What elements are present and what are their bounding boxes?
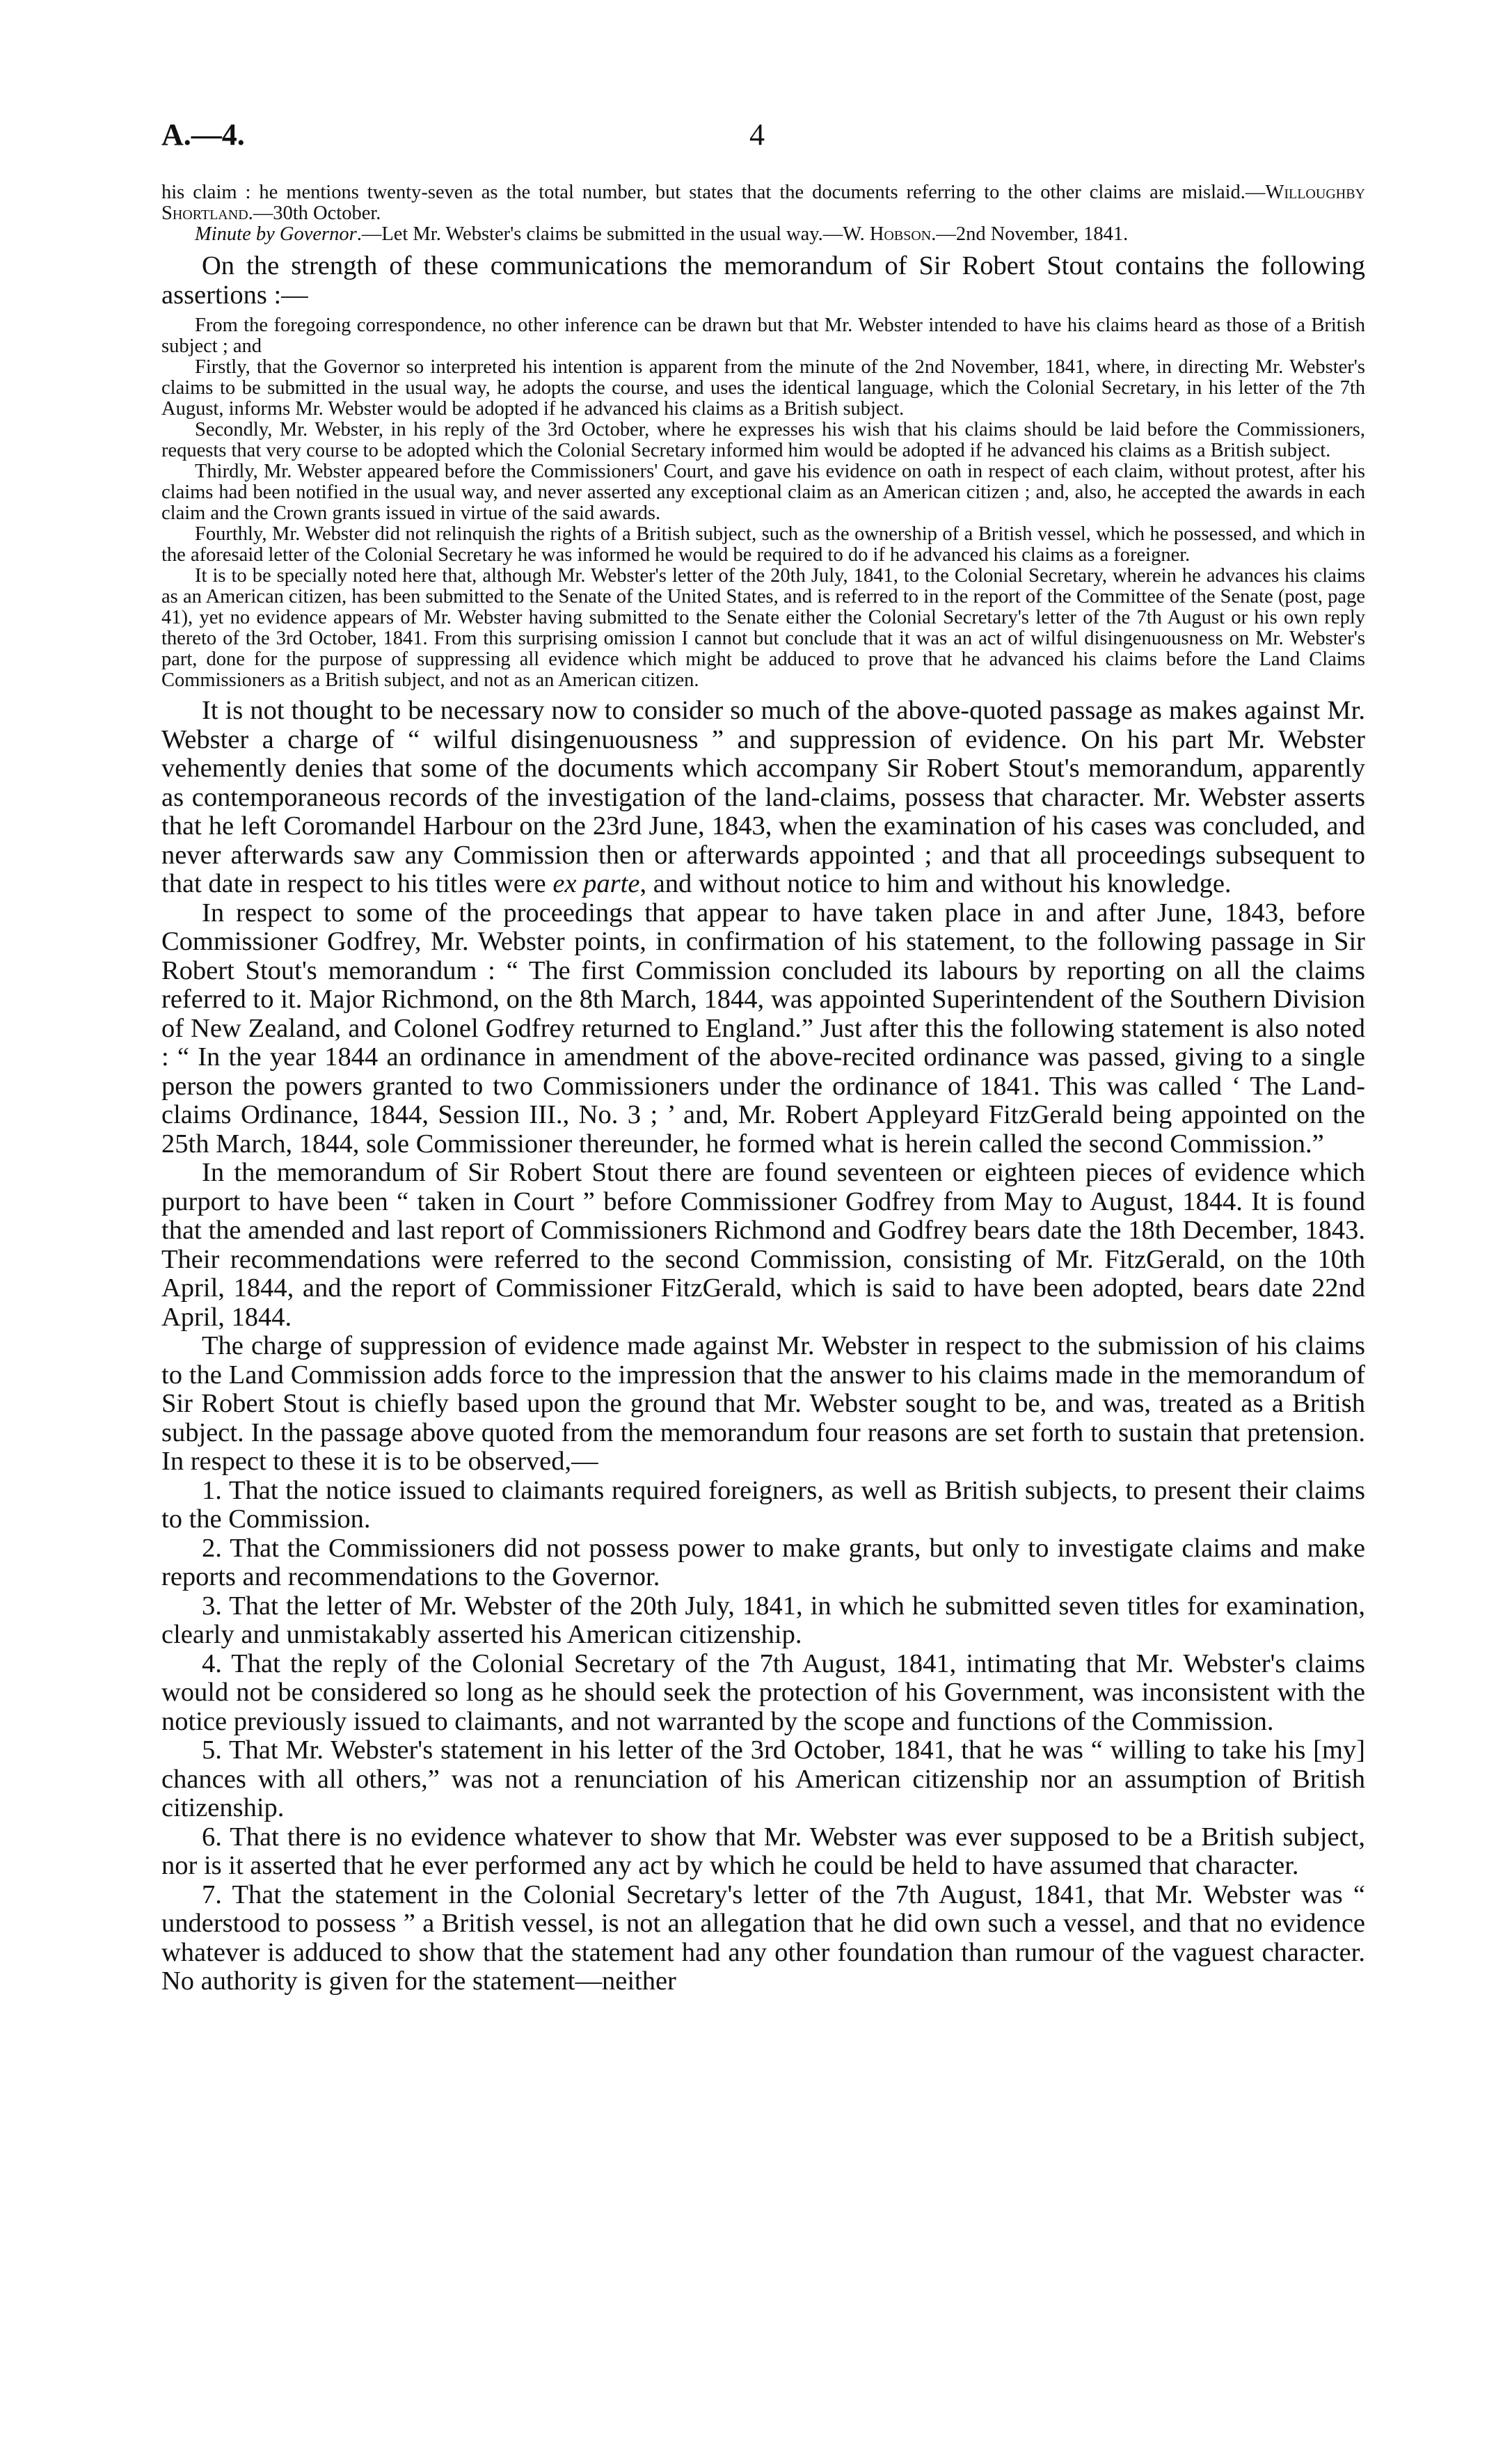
assertion-paragraph: From the foregoing correspondence, no other inference can be drawn but that Mr. Webster intended to have his claims heard as those of a British subject ; and <box>161 315 1365 357</box>
body-paragraph: The charge of suppression of evidence made against Mr. Webster in respect to the submission of his claims to the Land Commission adds force to the impression that the answer to his claims made in the memorandum of Sir Robert Stout is chiefly based upon the ground that Mr. Webster sought to be, and was, treated as a British subject. In the passage above quoted from the memorandum four reasons are set forth to sustain that pretension. In respect to these it is to be observed,— <box>161 1331 1365 1476</box>
numbered-item: 4. That the reply of the Colonial Secretary of the 7th August, 1841, intimating that Mr. Webster's claims would not be considered so long as he should seek the protection of his Government, was inconsistent with the notice previously issued to claimants, and not warranted by the scope and functions of the Commission. <box>161 1648 1365 1736</box>
document-reference: A.—4. <box>161 118 245 152</box>
quoted-assertions <box>161 315 1365 691</box>
assertion-paragraph: Thirdly, Mr. Webster appeared before the Commissioners' Court, and gave his evidence on oath in respect of each claim, without protest, after his claims had been notified in the usual way, and never asserted any exceptional claim as an American citizen ; and, also, he accepted the awards in each claim and the Crown grants issued in virtue of the said awards. <box>161 461 1365 524</box>
numbered-item: 6. That there is no evidence whatever to show that Mr. Webster was ever supposed to be a British subject, nor is it asserted that he ever performed any act by which he could be held to have assumed that character. <box>161 1822 1365 1880</box>
numbered-item: 3. That the letter of Mr. Webster of the 20th July, 1841, in which he submitted seven titles for examination, clearly and unmistakably asserted his American citizenship. <box>161 1591 1365 1649</box>
body-text-span: , and without notice to him and without his knowledge. <box>639 869 1232 898</box>
page-content <box>161 182 1365 1996</box>
intro-quote-paragraph <box>161 182 1365 224</box>
assertion-paragraph: Fourthly, Mr. Webster did not relinquish the rights of a British subject, such as the ownership of a British vessel, which he possessed, and which in the aforesaid letter of the Colonial Secretary he was informed he would be required to do if he advanced his claims as a foreigner. <box>161 523 1365 566</box>
minute-label: Minute by Governor <box>195 223 357 245</box>
minute-text: .—Let Mr. Webster's claims be submitted in the usual way.—W. <box>356 223 870 245</box>
page-header <box>161 117 1365 159</box>
signatory-name: Willoughby Shortland <box>161 182 1365 224</box>
numbered-item: 5. That Mr. Webster's statement in his letter of the 3rd October, 1841, that he was “ willing to take his [my] chances with all others,” was not a renunciation of his American citizenship nor an assumption of British citizenship. <box>161 1735 1365 1822</box>
page-number: 4 <box>749 118 765 152</box>
signatory-date: .—30th October. <box>248 202 381 224</box>
numbered-item: 2. That the Commissioners did not possess power to make grants, but only to investigate claims and make reports and recommendations to the Governor. <box>161 1533 1365 1591</box>
governor-name: Hobson <box>869 223 932 245</box>
numbered-item: 1. That the notice issued to claimants required foreigners, as well as British subjects, to present their claims to the Commission. <box>161 1475 1365 1534</box>
numbered-item: 7. That the statement in the Colonial Secretary's letter of the 7th August, 1841, that Mr. Webster was “ understood to possess ” a British vessel, is not an allegation that he did own such a vessel, and that no evidence whatever is adduced to show that the statement had any other foundation than rumour of the vaguest character. No authority is given for the statement—neither <box>161 1879 1365 1996</box>
body-text <box>161 697 1365 1996</box>
intro-quote-text: his claim : he mentions twenty-seven as the total number, but states that the documents referring to the other claims are mislaid.— <box>161 182 1266 203</box>
governor-minute <box>161 224 1365 245</box>
assertions-intro-block <box>161 252 1365 310</box>
assertion-paragraph: It is to be specially noted here that, although Mr. Webster's letter of the 20th July, 1841, to the Colonial Secretary, wherein he advances his claims as an American citizen, has been submitted to the Senate of the United States, and is referred to in the report of the Committee of the Senate (post, page 41), yet no evidence appears of Mr. Webster having submitted to the Senate either the Colonial Secretary's letter of the 7th August or his own reply thereto of the 3rd October, 1841. From this surprising omission I cannot but conclude that it was an act of wilful disingenuousness on Mr. Webster's part, done for the purpose of suppressing all evidence which might be adduced to prove that he advanced his claims before the Land Claims Commissioners as a British subject, and not as an American citizen. <box>161 565 1365 691</box>
italic-term: ex parte <box>552 869 640 898</box>
assertions-intro: On the strength of these communications the memorandum of Sir Robert Stout contains the following assertions :— <box>161 251 1365 310</box>
body-paragraph: In the memorandum of Sir Robert Stout there are found seventeen or eighteen pieces of evidence which purport to have been “ taken in Court ” before Commissioner Godfrey from May to August, 1844. It is found that the amended and last report of Commissioners Richmond and Godfrey bears date the 18th December, 1843. Their recommendations were referred to the second Commission, consisting of Mr. FitzGerald, on the 10th April, 1844, and the report of Commissioner FitzGerald, which is said to have been adopted, bears date 22nd April, 1844. <box>161 1158 1365 1332</box>
body-paragraph <box>161 697 1365 899</box>
body-text-span: It is not thought to be necessary now to consider so much of the above-quoted passage as makes against Mr. Webster a charge of “ wilful disingenuousness ” and suppression of evidence. On his part Mr. Webster vehemently denies that some of the documents which accompany Sir Robert Stout's memorandum, apparently as contemporaneous records of the investigation of the land-claims, possess that character. Mr. Webster asserts that he left Coromandel Harbour on the 23rd June, 1843, when the examination of his cases was concluded, and never afterwards saw any Commission then or afterwards appointed ; and that all proceedings subsequent to that date in respect to his titles were <box>161 696 1365 898</box>
intro-quote <box>161 182 1365 245</box>
body-paragraph: In respect to some of the proceedings that appear to have taken place in and after June, 1843, before Commissioner Godfrey, Mr. Webster points, in confirmation of his statement, to the following passage in Sir Robert Stout's memorandum : “ The first Commission concluded its labours by reporting on all the claims referred to it. Major Richmond, on the 8th March, 1844, was appointed Superintendent of the Southern Division of New Zealand, and Colonel Godfrey returned to England.” Just after this the following statement is also noted : “ In the year 1844 an ordinance in amendment of the above-recited ordinance was passed, giving to a single person the powers granted to two Commissioners under the ordinance of 1841. This was called ‘ The Land-claims Ordinance, 1844, Session III., No. 3 ; ’ and, Mr. Robert Appleyard FitzGerald being appointed on the 25th March, 1844, sole Commissioner thereunder, he formed what is herein called the second Commission.” <box>161 898 1365 1159</box>
assertion-paragraph: Firstly, that the Governor so interpreted his intention is apparent from the minute of the 2nd November, 1841, where, in directing Mr. Webster's claims to be submitted in the usual way, he adopts the course, and uses the identical language, which the Colonial Secretary, in his letter of the 7th August, informs Mr. Webster would be adopted if he advanced his claims as a British subject. <box>161 356 1365 420</box>
minute-date: .—2nd November, 1841. <box>931 223 1129 245</box>
assertion-paragraph: Secondly, Mr. Webster, in his reply of the 3rd October, where he expresses his wish that his claims should be laid before the Commissioners, requests that very course to be adopted which the Colonial Secretary informed him would be adopted if he advanced his claims as a British subject. <box>161 419 1365 461</box>
